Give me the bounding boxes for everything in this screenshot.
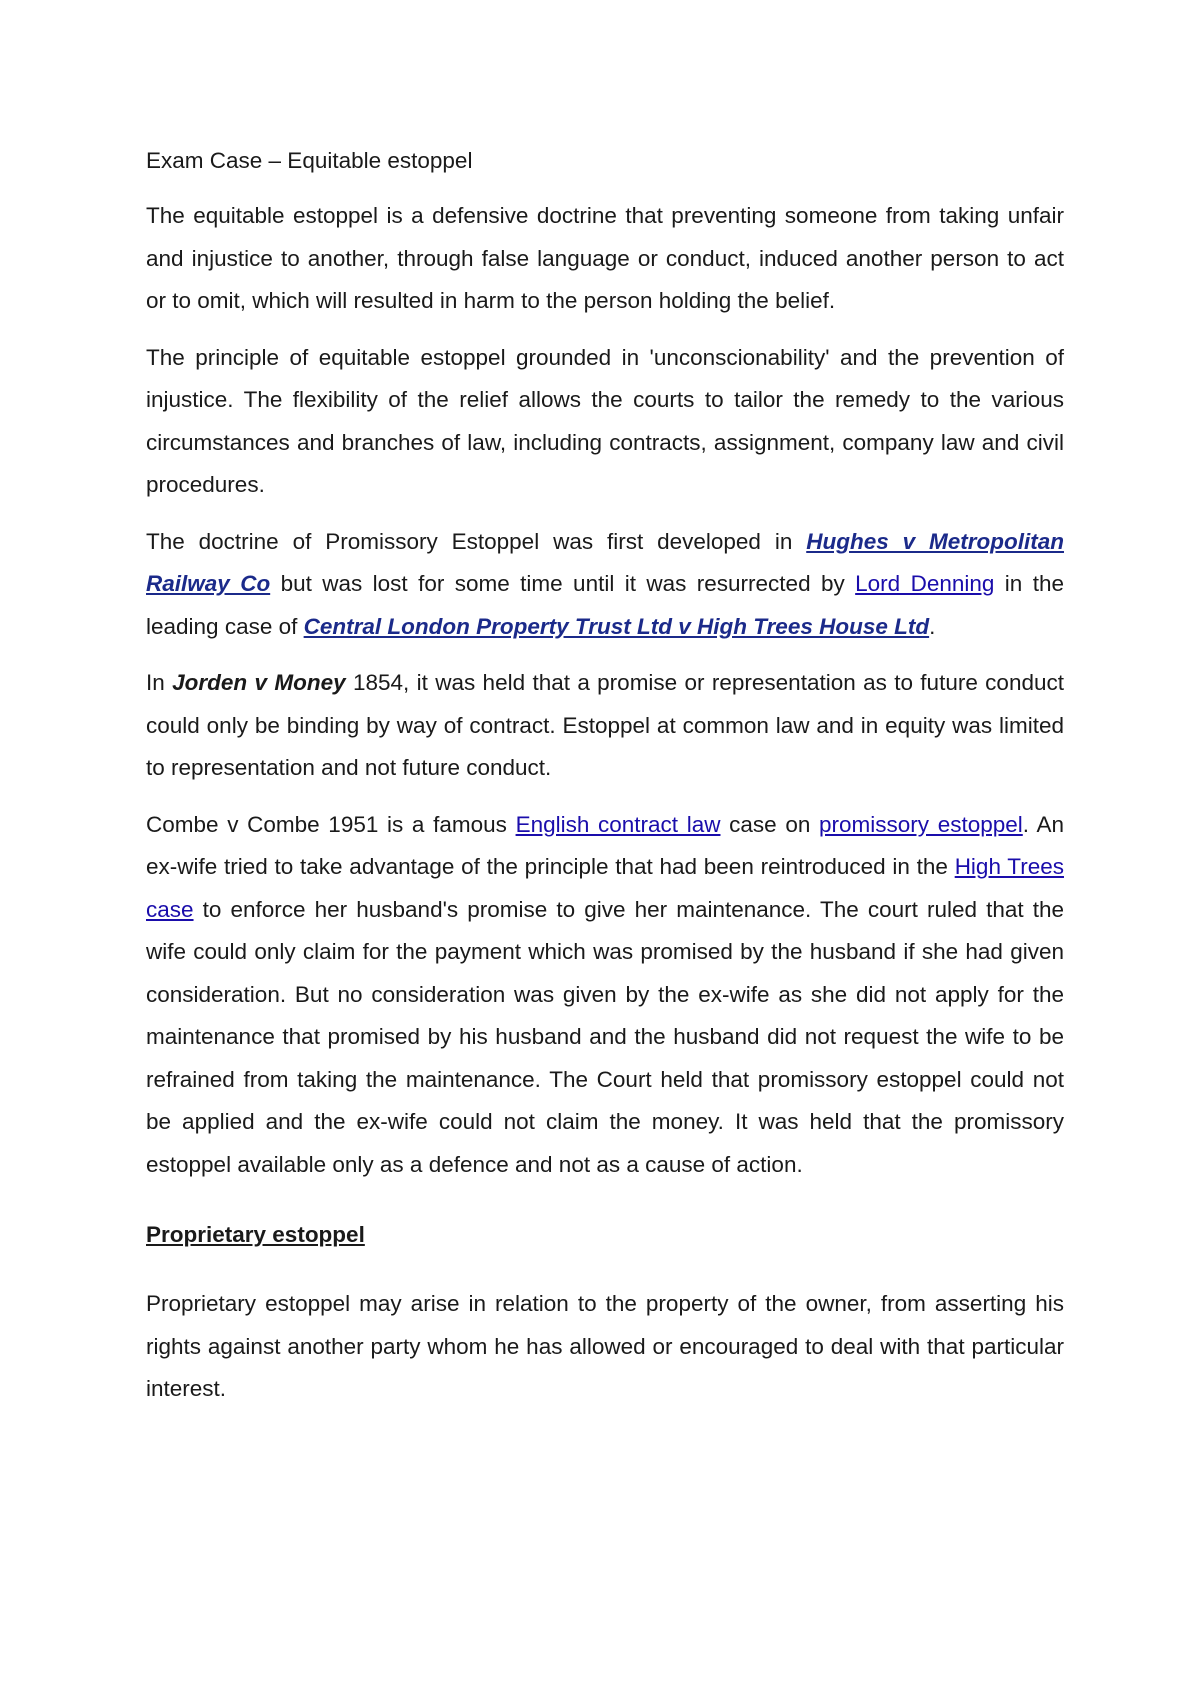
case-name-jorden-v-money: Jorden v Money [172, 670, 346, 695]
paragraph-text: 1854, it was held that a promise or representation as to future conduct could only be binding by way of contract. Estoppel at common law and in equity was limited to representation and not future conduct. [146, 670, 1064, 780]
link-high-trees-case[interactable]: High Trees case [146, 854, 1064, 922]
link-hughes-v-metropolitan[interactable]: Hughes v Metropolitan Railway Co [146, 528, 1064, 596]
paragraph-text: in the leading case of [146, 571, 1064, 639]
paragraph-definition: The equitable estoppel is a defensive doctrine that preventing someone from taking unfair and injustice to another, through false language or conduct, induced another person to act or to omit, which will resulted in harm to the person holding the belief. [146, 203, 1064, 313]
paragraph-text: Combe v Combe 1951 is a famous [146, 811, 516, 837]
document-page [146, 140, 1064, 1425]
paragraph-text: but was lost for some time until it was resurrected by [270, 571, 856, 596]
link-lord-denning[interactable]: Lord Denning [855, 571, 995, 596]
paragraph-text: The doctrine of Promissory Estoppel was first developed in [146, 528, 807, 554]
paragraph-proprietary-estoppel: Proprietary estoppel may arise in relation to the property of the owner, from asserting his rights against another party whom he has allowed or encouraged to deal with that particular interest. [146, 1291, 1064, 1401]
document-title: Exam Case – Equitable estoppel [146, 148, 473, 173]
link-promissory-estoppel[interactable]: promissory estoppel [819, 811, 1023, 837]
paragraph-text: In [146, 670, 173, 695]
link-central-london-v-high-trees[interactable]: Central London Property Trust Ltd v High Trees House Ltd [303, 613, 930, 639]
paragraph-promissory-estoppel [146, 521, 1064, 649]
paragraph-combe-v-combe [146, 804, 1064, 1187]
paragraph-principle: The principle of equitable estoppel grounded in 'unconscionability' and the prevention of injustice. The flexibility of the relief allows the courts to tailor the remedy to the various circumstances and branches of law, including contracts, assignment, company law and civil procedures. [146, 344, 1064, 497]
paragraph-text: to enforce her husband's promise to give her maintenance. The court ruled that the wife could only claim for the payment which was promised by the husband if she had given consideration. But no consideration was given by the ex-wife as she did not apply for the maintenance that promised by his husband and the husband did not request the wife to be refrained from taking the maintenance. The Court held that promissory estoppel could not be applied and the ex-wife could not claim the money. It was held that the promissory estoppel available only as a defence and not as a cause of action. [146, 896, 1064, 1177]
link-english-contract-law[interactable]: English contract law [515, 811, 721, 837]
section-heading-proprietary-estoppel: Proprietary estoppel [146, 1222, 365, 1247]
paragraph-text: . An ex-wife tried to take advantage of the principle that had been reintroduced in the [146, 811, 1064, 879]
paragraph-text: . [929, 613, 936, 639]
paragraph-text: case on [720, 811, 820, 837]
paragraph-jorden-v-money [146, 662, 1064, 790]
